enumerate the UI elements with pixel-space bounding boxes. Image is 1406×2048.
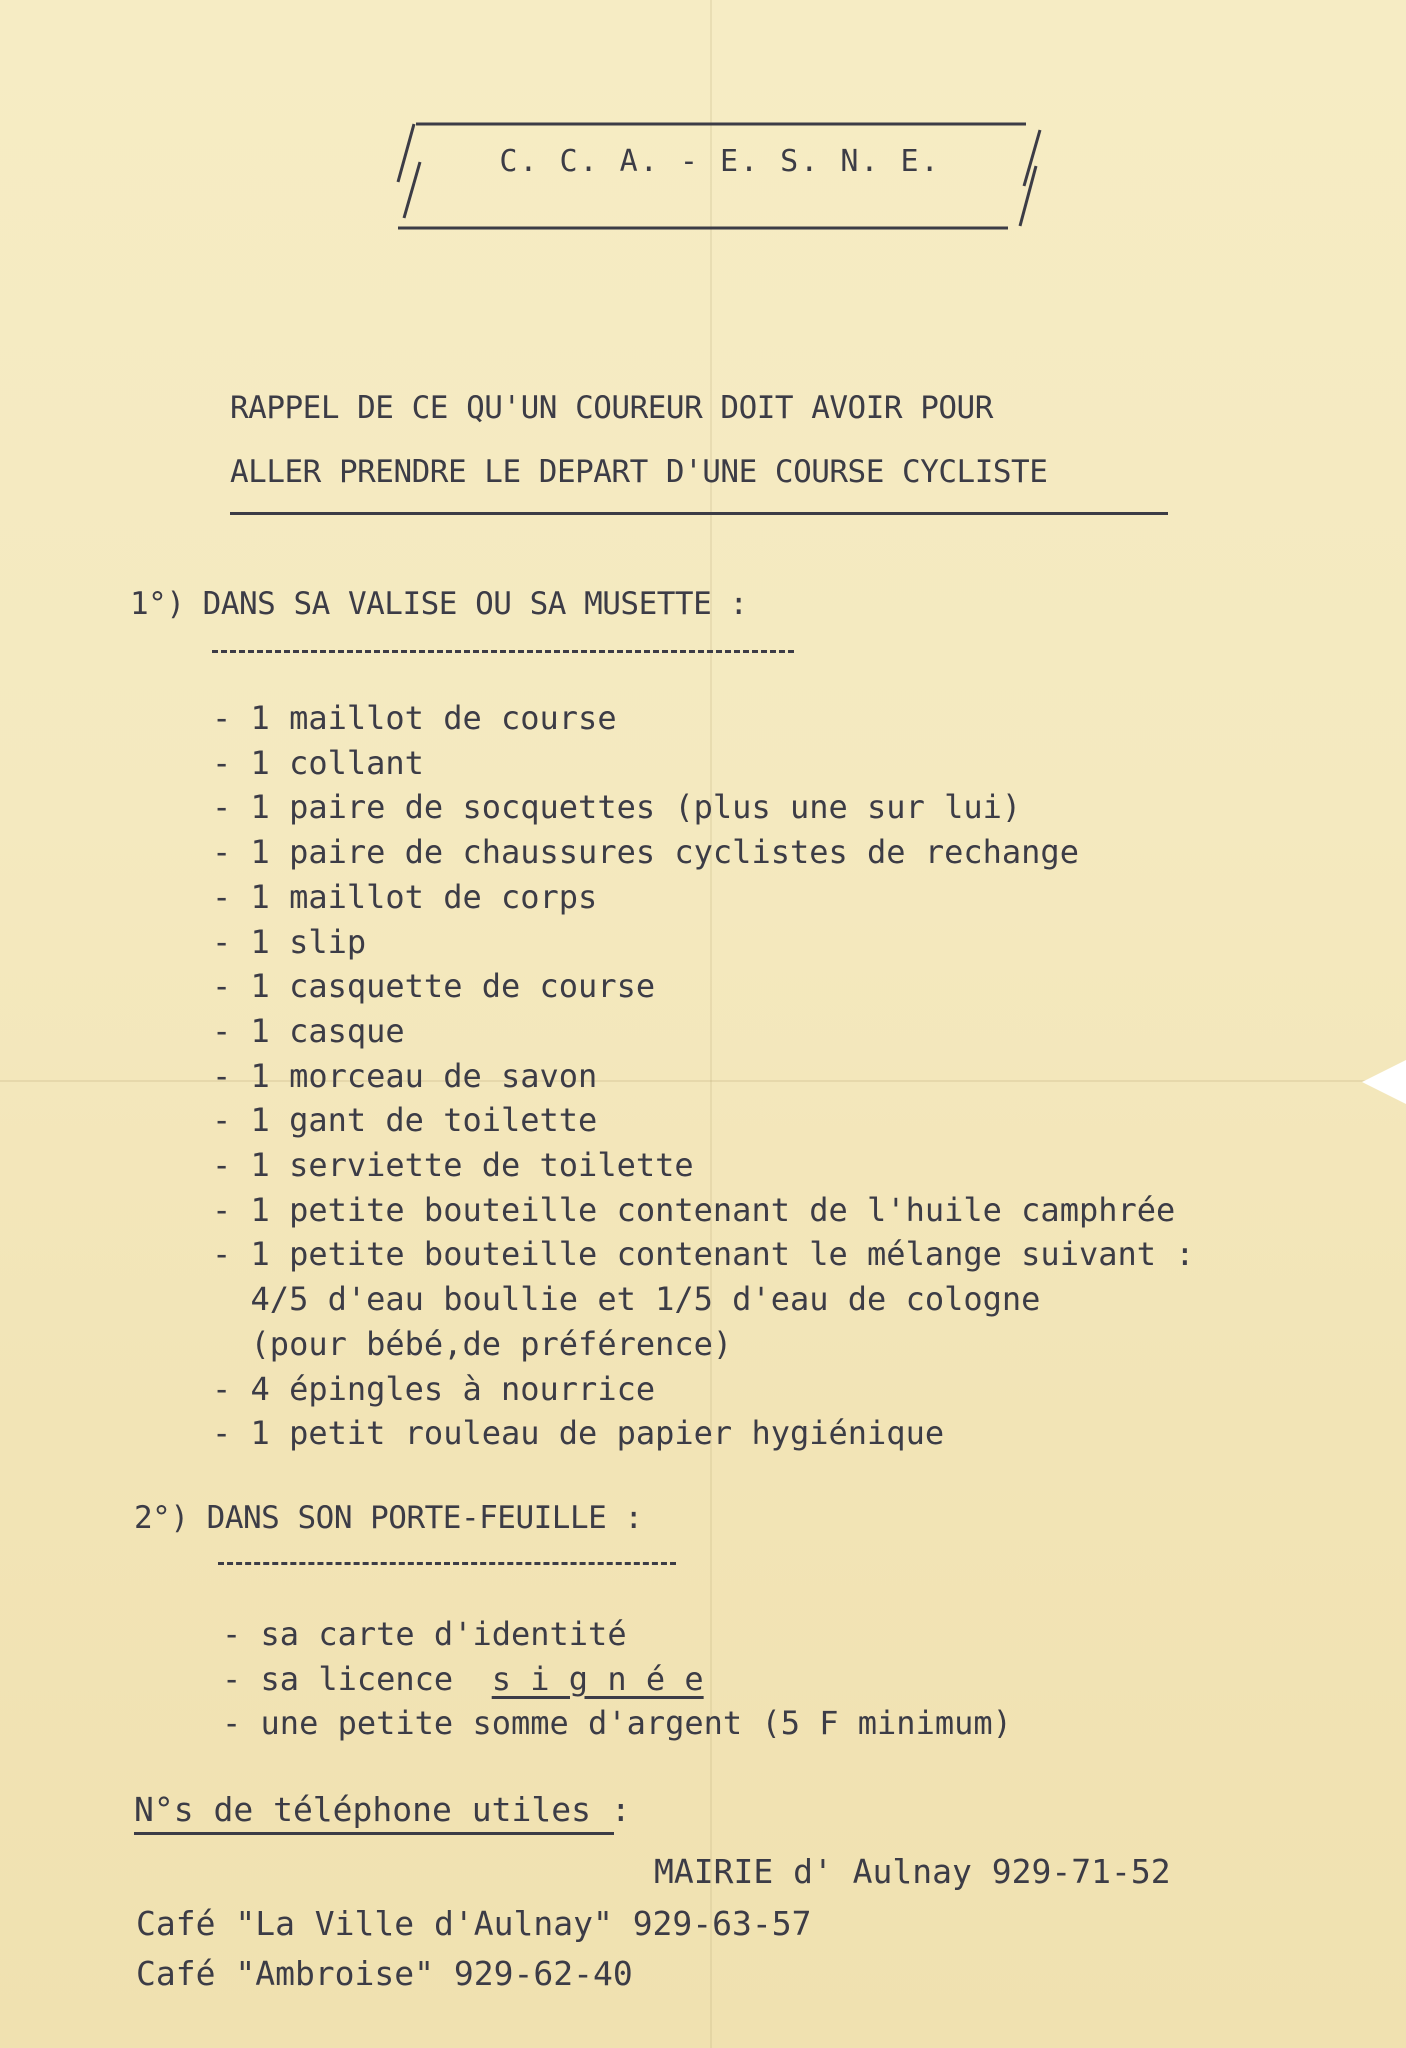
list-item: - 1 petite bouteille contenant le mélange suivant :	[212, 1235, 1195, 1274]
list-item: - 4 épingles à nourrice	[212, 1369, 656, 1408]
section-1-underline	[212, 650, 794, 653]
phone-cafe-ambroise: Café "Ambroise" 929-62-40	[136, 1954, 633, 1993]
list-item: - 1 paire de chaussures cyclistes de rechange	[212, 833, 1079, 872]
phones-heading-colon: :	[610, 1790, 631, 1829]
list-item: - 1 slip	[212, 922, 367, 961]
list-item: - sa licence	[222, 1659, 454, 1698]
phone-mairie: MAIRIE d' Aulnay 929-71-52	[654, 1852, 1171, 1891]
list-item: - 1 casque	[212, 1011, 405, 1050]
torn-edge	[1362, 1060, 1406, 1104]
section-2-heading	[134, 1500, 643, 1536]
intro-line-1: RAPPEL DE CE QU'UN COUREUR DOIT AVOIR POUR	[230, 390, 993, 426]
list-item: - 1 petit rouleau de papier hygiénique	[212, 1414, 945, 1453]
list-item: - 1 maillot de corps	[212, 877, 598, 916]
signed-emphasis: s i g n é e	[491, 1659, 704, 1698]
list-item: - sa carte d'identité	[222, 1615, 627, 1653]
list-item: - 1 morceau de savon	[212, 1056, 598, 1095]
list-item: (pour bébé,de préférence)	[212, 1324, 733, 1363]
list-item: - 1 paire de socquettes (plus une sur lui)	[212, 788, 1022, 827]
phones-underline	[134, 1832, 614, 1835]
section-1-title: DANS SA VALISE OU SA MUSETTE :	[202, 586, 748, 622]
section-1-heading	[130, 586, 748, 622]
section-2-list	[222, 1612, 1012, 1746]
section-1-list	[212, 696, 1195, 1456]
club-header-box	[396, 122, 1044, 230]
phones-heading	[134, 1790, 631, 1829]
phones-heading-text: N°s de téléphone utiles	[134, 1790, 591, 1829]
section-1-number: 1°)	[130, 586, 185, 622]
club-title: C. C. A. - E. S. N. E.	[499, 144, 941, 179]
list-item: - 1 collant	[212, 743, 424, 782]
list-item: - 1 serviette de toilette	[212, 1146, 694, 1185]
section-2-title: DANS SON PORTE-FEUILLE :	[206, 1500, 643, 1536]
section-2-underline	[218, 1562, 676, 1565]
list-item: - 1 petite bouteille contenant de l'huile camphrée	[212, 1190, 1176, 1229]
intro-line-2: ALLER PRENDRE LE DEPART D'UNE COURSE CYCLISTE	[230, 454, 1048, 490]
intro-underline	[230, 512, 1168, 515]
section-2-number: 2°)	[134, 1500, 189, 1536]
list-item: - 1 gant de toilette	[212, 1101, 598, 1140]
intro-text	[230, 376, 1047, 504]
list-item: - 1 maillot de course	[212, 699, 617, 737]
list-item: - 1 casquette de course	[212, 967, 656, 1006]
list-item: - une petite somme d'argent (5 F minimum)	[222, 1704, 1012, 1743]
phone-cafe-ville: Café "La Ville d'Aulnay" 929-63-57	[136, 1904, 812, 1943]
list-item: 4/5 d'eau boullie et 1/5 d'eau de cologne	[212, 1280, 1041, 1319]
